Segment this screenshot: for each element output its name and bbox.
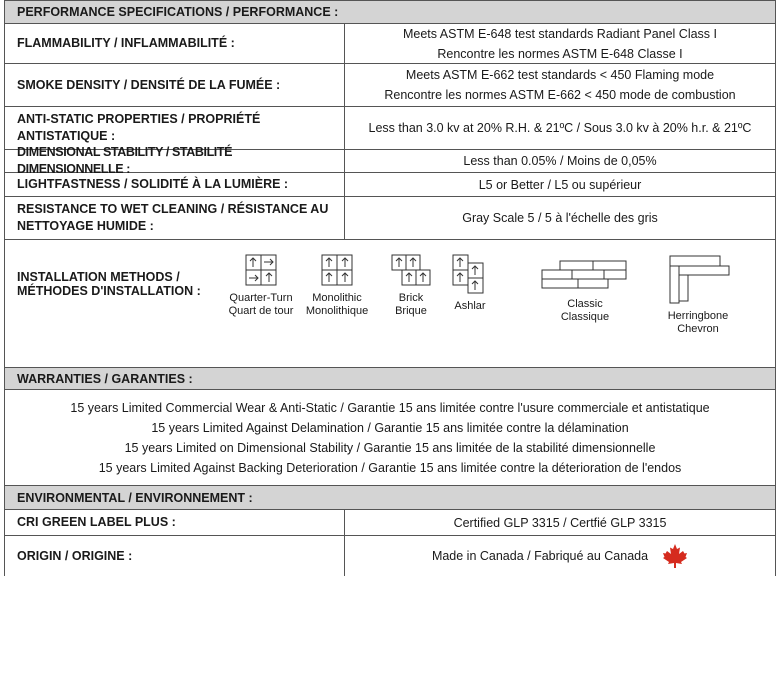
method-name: Monolithic: [312, 292, 362, 304]
method-ashlar: [445, 254, 495, 313]
spec-value: [345, 107, 775, 149]
spec-value: [345, 150, 775, 172]
spec-sheet: [4, 0, 776, 576]
classic-icon: [540, 260, 630, 290]
env-value: [345, 536, 775, 576]
env-row-cri-green-label: [5, 510, 775, 536]
method-name: Quarter-Turn: [229, 292, 293, 304]
environmental-header-text: ENVIRONMENTAL / ENVIRONNEMENT :: [17, 490, 253, 505]
spec-label: FLAMMABILITY / INFLAMMABILITÉ :: [5, 24, 345, 63]
spec-value-line: Less than 0.05% / Moins de 0,05%: [463, 154, 657, 168]
method-name: Classic: [567, 298, 603, 310]
spec-value: [345, 197, 775, 239]
spec-row-smoke-density: [5, 64, 775, 107]
method-name: Ashlar: [454, 300, 486, 312]
spec-value-line: Rencontre les normes ASTM E-662 < 450 mode de combustion: [384, 88, 736, 102]
warranty-line: 15 years Limited Against Delamination / Garantie 15 ans limitée contre la délamination: [151, 420, 629, 435]
env-label: CRI GREEN LABEL PLUS :: [5, 510, 345, 535]
installation-label-line: MÉTHODES D'INSTALLATION :: [17, 284, 201, 298]
env-row-origin: [5, 536, 775, 576]
installation-label: [17, 270, 201, 298]
spec-value: [345, 24, 775, 63]
spec-label: LIGHTFASTNESS / SOLIDITÉ À LA LUMIÈRE :: [5, 173, 345, 196]
quarter-turn-icon: [245, 254, 277, 286]
method-name-fr: Monolithique: [305, 305, 369, 317]
method-name-fr: Classique: [560, 311, 610, 323]
spec-row-lightfastness: [5, 173, 775, 197]
warranties-section-header: [5, 368, 775, 390]
method-name-fr: Chevron: [677, 323, 719, 335]
herringbone-icon: [666, 252, 730, 304]
performance-header-text: PERFORMANCE SPECIFICATIONS / PERFORMANCE :: [17, 5, 339, 19]
method-quarter-turn: [225, 254, 297, 318]
warranties-header-text: WARRANTIES / GARANTIES :: [17, 371, 193, 386]
method-name-fr: Brique: [395, 305, 427, 317]
spec-value-line: Gray Scale 5 / 5 à l'échelle des gris: [462, 211, 658, 225]
installation-methods-row: [5, 240, 775, 368]
spec-label: SMOKE DENSITY / DENSITÉ DE LA FUMÉE :: [5, 64, 345, 106]
spec-value-line: Rencontre les normes ASTM E-648 Classe I: [437, 46, 683, 61]
env-value: [345, 510, 775, 535]
method-herringbone: [657, 252, 739, 336]
spec-label: DIMENSIONAL STABILITY / STABILITÉ DIMENSIONNELLE :: [5, 150, 345, 172]
spec-value-line: Less than 3.0 kv at 20% R.H. & 21ºC / Sous 3.0 kv à 20% h.r. & 21ºC: [368, 121, 752, 135]
method-monolithic: [301, 254, 373, 318]
brick-icon: [391, 254, 431, 286]
spec-value-line: Meets ASTM E-648 test standards Radiant Panel Class I: [402, 26, 718, 41]
spec-row-flammability: [5, 24, 775, 64]
warranty-line: 15 years Limited on Dimensional Stability / Garantie 15 ans limitée de la stabilité dimensionnelle: [124, 440, 656, 455]
spec-row-dimensional-stability: [5, 145, 775, 176]
spec-value-line: Meets ASTM E-662 test standards < 450 Flaming mode: [405, 68, 715, 82]
method-name-fr: Quart de tour: [228, 305, 294, 317]
monolithic-icon: [321, 254, 353, 286]
environmental-section-header: [5, 486, 775, 510]
spec-label: RESISTANCE TO WET CLEANING / RÉSISTANCE AU NETTOYAGE HUMIDE :: [5, 197, 345, 239]
spec-label: ANTI-STATIC PROPERTIES / PROPRIÉTÉ ANTISTATIQUE :: [5, 107, 345, 149]
installation-label-line: INSTALLATION METHODS /: [17, 270, 180, 284]
method-classic: [535, 260, 635, 324]
spec-value: [345, 64, 775, 106]
method-name: Herringbone: [667, 310, 729, 322]
performance-section-header: [5, 0, 775, 24]
method-brick: [383, 254, 439, 318]
spec-row-wet-cleaning: [5, 197, 775, 240]
warranty-line: 15 years Limited Against Backing Deterioration / Garantie 15 ans limitée contre la déterioration de l'endos: [98, 460, 682, 475]
maple-leaf-icon: [662, 543, 688, 569]
spec-value: [345, 173, 775, 196]
env-value-text: Certified GLP 3315 / Certfié GLP 3315: [453, 515, 667, 530]
warranty-line: 15 years Limited Commercial Wear & Anti-Static / Garantie 15 ans limitée contre l'usure commerciale et antistatique: [70, 400, 710, 415]
warranties-list: [5, 390, 775, 486]
env-value-text: Made in Canada / Fabriqué au Canada: [431, 549, 649, 563]
spec-value-line: L5 or Better / L5 ou supérieur: [478, 177, 642, 192]
method-name: Brick: [398, 292, 424, 304]
env-label: ORIGIN / ORIGINE :: [5, 536, 345, 576]
ashlar-icon: [452, 254, 488, 294]
